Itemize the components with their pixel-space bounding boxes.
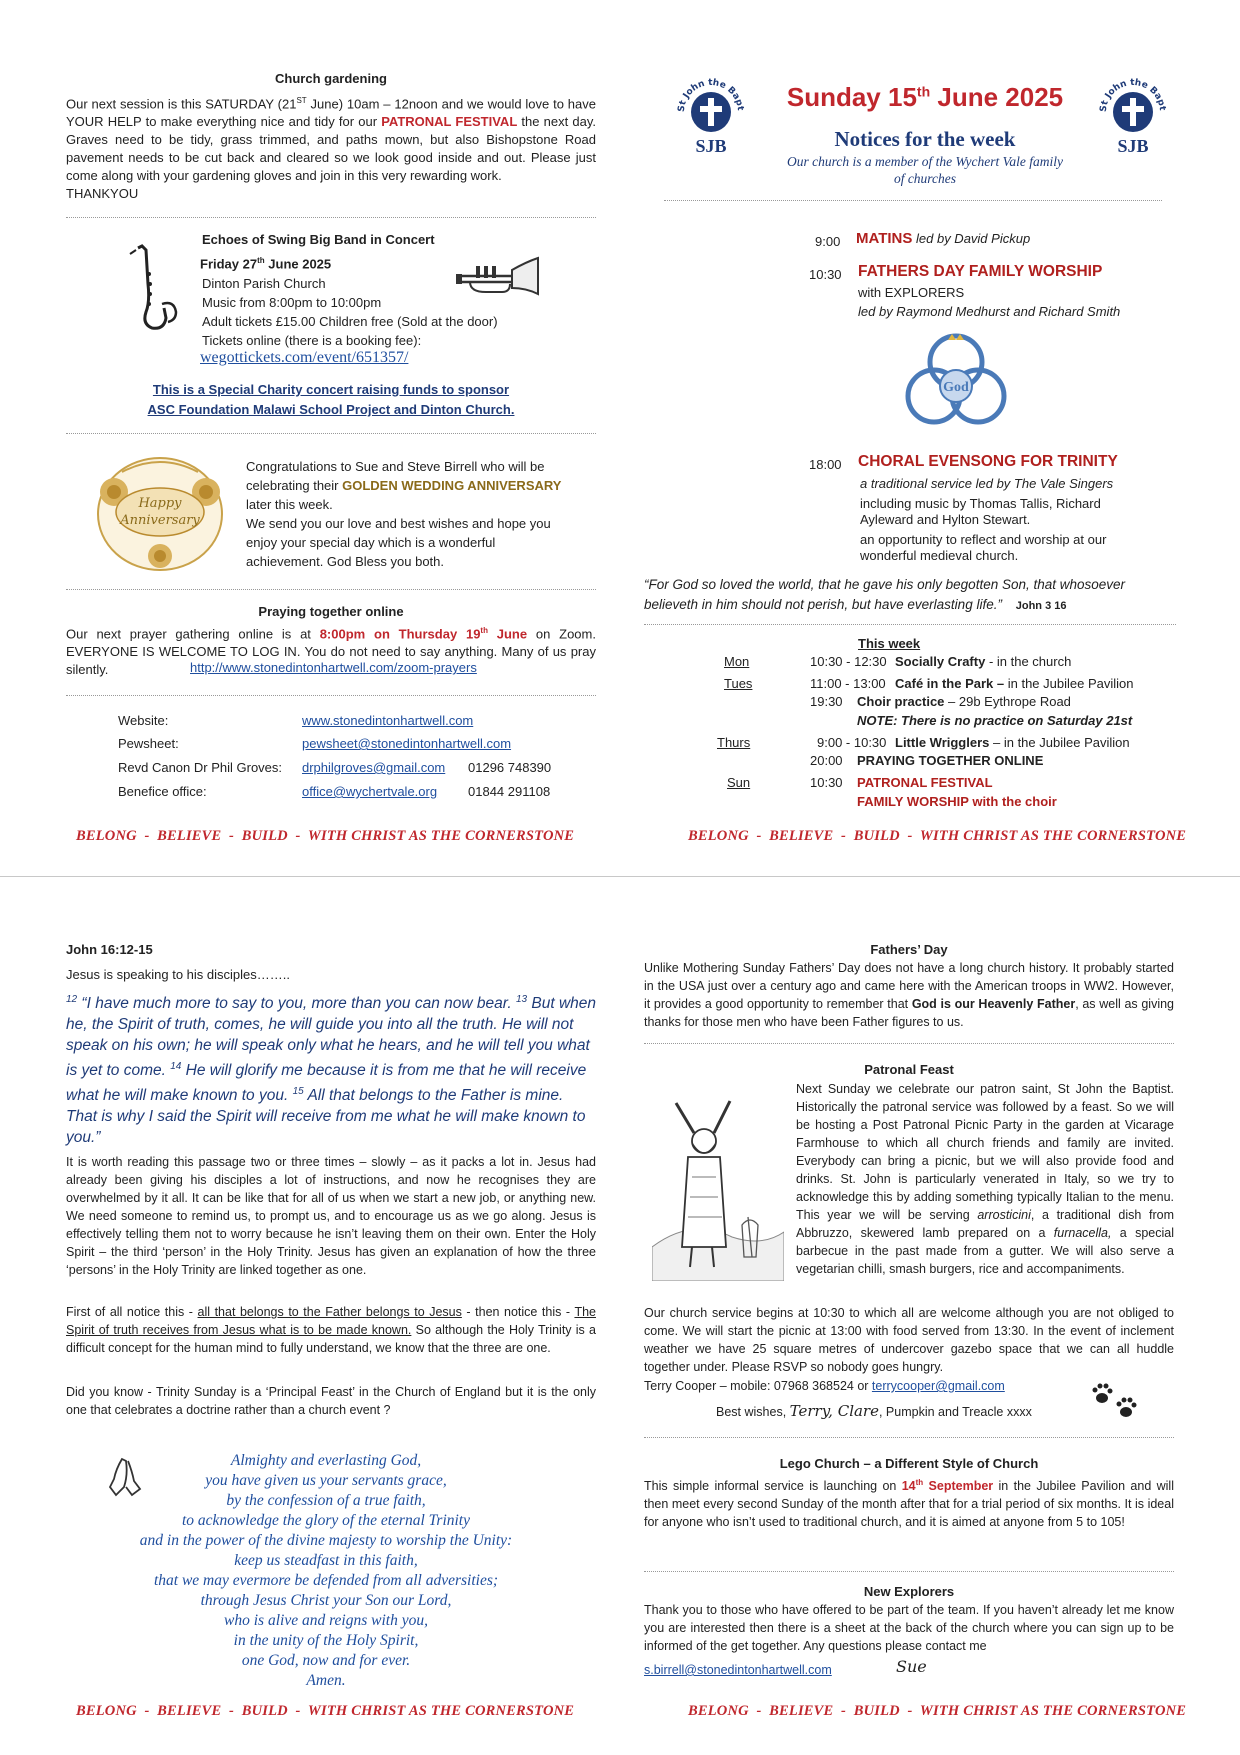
john-the-baptist-illustration	[652, 1097, 784, 1281]
page-subtitle: Notices for the week	[834, 127, 1016, 151]
concert-line: Dinton Parish Church	[202, 276, 326, 291]
concert-details	[202, 274, 498, 350]
zoom-prayers-link[interactable]: http://www.stonedintonhartwell.com/zoom-prayers	[190, 660, 477, 675]
patronal-service-text: Our church service begins at 10:30 to which all are welcome although you are not obliged to come. We will start the picnic at 13:00 with food served from 13:30. In the event of inclement weather we have 25 square metres of undercover gazebo space that we can all huddle together under. Please RSVP so nobody goes hungry.	[644, 1306, 1174, 1374]
evensong-desc: a traditional service led by The Vale Singers	[860, 476, 1114, 491]
page-title: Sunday 15th June 2025	[786, 82, 1064, 112]
schedule-note: NOTE: There is no practice on Saturday 21st	[857, 713, 1133, 728]
schedule-time: 11:00 - 13:00	[810, 676, 886, 691]
bible-verse: “For God so loved the world, that he gave his only begotten Son, that whosoever believeth in him should not perish, but have everlasting life.” John 3 16	[644, 577, 1126, 612]
trinity-god-label: God	[943, 380, 969, 395]
evensong-title: CHORAL EVENSONG FOR TRINITY	[858, 453, 1118, 470]
footer-motto: BELONG - BELIEVE - BUILD - WITH CHRIST AS THE CORNERSTONE	[688, 828, 1187, 844]
divider	[66, 695, 596, 696]
tagline: Our church is a member of the Wychert Vale family of churches	[786, 154, 1064, 186]
patronal-wishes: Best wishes, Terry, Clare, Pumpkin and Treacle xxxx	[716, 1402, 1032, 1420]
divider	[66, 433, 596, 434]
schedule-time: 10:30	[810, 775, 843, 790]
family-worship-time: 10:30	[809, 267, 842, 282]
praying-heading: Praying together online	[258, 604, 404, 619]
prayer-line: and in the power of the divine majesty to worship the Unity:	[139, 1532, 513, 1549]
family-worship-leaders: led by Raymond Medhurst and Richard Smith	[858, 304, 1121, 319]
paw-prints-icon	[1090, 1382, 1140, 1422]
logo-ring-text: St John the Bapt	[1098, 77, 1168, 113]
pewsheet-email-link[interactable]: pewsheet@stonedintonhartwell.com	[302, 736, 512, 751]
logo-ring-text: St John the Bapt	[676, 77, 746, 113]
gospel-intro: Jesus is speaking to his disciples……..	[66, 967, 290, 982]
schedule-time: 19:30	[810, 694, 843, 709]
concert-line: Adult tickets £15.00 Children free (Sold at the door)	[202, 314, 498, 329]
happy-anniversary-badge	[92, 452, 228, 574]
vicar-email-link[interactable]: drphilgroves@gmail.com	[302, 760, 446, 775]
divider	[644, 1437, 1174, 1438]
contact-phone: 01296 748390	[468, 760, 552, 775]
schedule-event: Choir practice – 29b Eythrope Road	[857, 694, 1071, 709]
prayer-line: by the confession of a true faith,	[226, 1492, 426, 1509]
schedule-event: Little Wrigglers – in the Jubilee Pavilion	[895, 735, 1130, 750]
schedule-event: FAMILY WORSHIP with the choir	[857, 794, 1057, 809]
concert-line: Music from 8:00pm to 10:00pm	[202, 295, 382, 310]
schedule-event: PATRONAL FESTIVAL	[857, 775, 993, 790]
praying-text: Our next prayer gathering online is at 8:00pm on Thursday 19th June on Zoom. EVERYONE IS WELCOME TO LOG IN. You do not need to say anything. Many of us pray silently.	[66, 626, 596, 678]
day-sunday: Sun	[727, 775, 751, 790]
gospel-passage: $^{12}$ “I have much more to say to you, more than you can now bear. $^{13}$ But when he, the Spirit of truth, comes, he will guide you into all the truth. He will not speak on his own; he will speak only what he hears, and he will tell you what is yet to come. $^{14}$ He will glorify me because it is from me that he will receive what he will make known to you. $^{15}$ All that belongs to the Father is mine. That is why I said the Spirit will receive from me what he will make known to you.”	[66, 994, 597, 1147]
prayer-line: Amen.	[306, 1672, 346, 1689]
gospel-reference: John 16:12-15	[66, 942, 153, 957]
patronal-feast-heading: Patronal Feast	[864, 1062, 954, 1077]
church-gardening-section	[66, 70, 596, 203]
evensong-time: 18:00	[809, 457, 842, 472]
page-one	[0, 0, 1240, 876]
sjb-logo-left	[676, 72, 746, 154]
prayer-line: to acknowledge the glory of the eternal Trinity	[182, 1512, 470, 1529]
new-explorers-heading: New Explorers	[863, 1584, 955, 1599]
schedule-event: Café in the Park – in the Jubilee Pavilion	[895, 676, 1134, 691]
footer-motto: BELONG - BELIEVE - BUILD - WITH CHRIST AS THE CORNERSTONE	[76, 828, 575, 844]
concert-tickets-link[interactable]: wegottickets.com/event/651357/	[200, 349, 409, 366]
sue-email-link[interactable]: s.birrell@stonedintonhartwell.com	[644, 1663, 832, 1677]
concert-heading: Echoes of Swing Big Band in Concert	[202, 232, 435, 247]
family-worship-title: FATHERS DAY FAMILY WORSHIP	[858, 263, 1103, 280]
sjb-logo-right	[1098, 72, 1168, 154]
new-explorers-text: Thank you to those who have offered to be part of the team. If you haven’t already let me know you are interested then there is a sheet at the back of the church where you can sign up to be informed of the get together. Any questions please contact me	[644, 1603, 1174, 1653]
anniversary-text: Congratulations to Sue and Steve Birrell who will be celebrating their GOLDEN WEDDING ANNIVERSARY later this week. We send you our love and best wishes and hope you enjoy your special day which is a wonderful achievement. God Bless you both.	[246, 459, 562, 569]
trinity-knot-icon	[898, 328, 1014, 428]
fathers-day-text: Unlike Mothering Sunday Fathers’ Day does not have a long church history. It probably started in the USA just over a century ago and came here with the American troops in WW2. However, it provides a good opportunity to remember that God is our Heavenly Father, as well as giving thanks for those men who have been Father figures to us.	[644, 961, 1175, 1029]
gardening-thanks: THANKYOU	[66, 186, 139, 202]
patronal-contact: Terry Cooper – mobile: 07968 368524 or terrycooper@gmail.com	[644, 1379, 1005, 1393]
matins-time: 9:00	[815, 234, 841, 249]
contact-label: Revd Canon Dr Phil Groves:	[118, 760, 283, 775]
prayer-line: that we may evermore be defended from all adversities;	[153, 1572, 499, 1589]
gardening-heading: Church gardening	[275, 71, 387, 86]
website-link[interactable]: www.stonedintonhartwell.com	[302, 713, 474, 728]
patronal-feast-text: Next Sunday we celebrate our patron saint, St John the Baptist. Historically the patronal service was followed by a feast. So we will be hosting a Post Patronal Picnic Party in the garden at Vicarage Farmhouse to which all church friends and family are invited. Everybody can bring a picnic, but we will also provide food and drinks. St. John is particularly venerated in Italy, so we try to acknowledge this by adding something typically Italian to the menu. This year we will be serving arrosticini, a traditional dish from Abbruzzo, skewered lamb prepared on a furnacella, a special barbecue in the past made from a gutter. We will also serve a vegetarian chilli, smash burgers, rice and accompaniments.	[796, 1082, 1174, 1276]
schedule-time: 10:30 - 12:30	[810, 654, 887, 669]
prayer-line: through Jesus Christ your Son our Lord,	[200, 1592, 452, 1609]
prayer-line: keep us steadfast in this faith,	[234, 1552, 418, 1569]
terry-email-link[interactable]: terrycooper@gmail.com	[871, 1379, 1005, 1393]
day-tuesday: Tues	[724, 676, 753, 691]
concert-line: Tickets online (there is a booking fee):	[202, 333, 422, 348]
this-week-heading: This week	[858, 636, 921, 651]
lego-church-text: This simple informal service is launching on 14th September in the Jubilee Pavilion and will then meet every second Sunday of the month after that for a trial period of six months. It is ideal for anyone who isn’t used to traditional church, and it is aimed at anyone from 5 to 105!	[644, 1478, 1174, 1530]
lego-church-heading: Lego Church – a Different Style of Church	[779, 1456, 1039, 1471]
divider	[66, 589, 596, 590]
prayer-line: you have given us your servants grace,	[205, 1472, 447, 1489]
schedule-event: PRAYING TOGETHER ONLINE	[857, 753, 1044, 768]
footer-motto: BELONG - BELIEVE - BUILD - WITH CHRIST AS THE CORNERSTONE	[76, 1703, 575, 1719]
evensong-music: including music by Thomas Tallis, Richard Ayleward and Hylton Stewart.	[860, 496, 1101, 527]
reflection-paragraph-1: It is worth reading this passage two or three times – slowly – as it packs a lot in. Jesus had already been giving his disciples a lot of instructions, and now he recognises they are overwhelmed by it all. It can be like that for all of us when we start a new job, or anything new. We need someone to remind us, to prompt us, and to encourage us as we go along. Jesus is effectively telling them not to worry because he isn’t leaving them on their own. Enter the Holy Spirit – the third ‘person’ in the Holy Trinity. Jesus has given an explanation of how the three ‘persons’ in the Holy Trinity are linked together as one.	[66, 1155, 596, 1277]
schedule-time: 20:00	[810, 753, 843, 768]
concert-date: Friday 27th June 2025	[200, 256, 332, 272]
divider	[66, 217, 596, 218]
divider	[644, 1571, 1174, 1572]
badge-text-happy: Happy	[138, 496, 182, 511]
prayer-line: Almighty and everlasting God,	[230, 1452, 422, 1469]
contact-label: Pewsheet:	[118, 736, 179, 751]
day-monday: Mon	[724, 654, 750, 669]
divider	[644, 624, 1176, 625]
logo-initials: SJB	[695, 136, 727, 154]
evensong-note: an opportunity to reflect and worship at our wonderful medieval church.	[860, 532, 1107, 563]
prayer-line: who is alive and reigns with you,	[224, 1612, 428, 1629]
reflection-paragraph-2: First of all notice this - all that belongs to the Father belongs to Jesus - then notice this - The Spirit of truth receives from Jesus what is to be made known. So although the Holy Trinity is a difficult concept for the human mind to fully understand, we know that the three are one.	[66, 1305, 596, 1355]
reflection-paragraph-3: Did you know - Trinity Sunday is a ‘Principal Feast’ in the Church of England but it is the only one that celebrates a doctrine rather than a church event ?	[66, 1385, 596, 1417]
day-thursday: Thurs	[717, 735, 751, 750]
contact-label: Benefice office:	[118, 784, 207, 799]
contact-label: Website:	[118, 713, 169, 728]
charity-note: This is a Special Charity concert raising funds to sponsor ASC Foundation Malawi School Project and Dinton Church.	[147, 382, 515, 417]
collect-prayer	[106, 1451, 546, 1691]
schedule-event: Socially Crafty - in the church	[895, 654, 1072, 669]
badge-text-anniversary: Anniversary	[120, 513, 200, 528]
logo-initials: SJB	[1117, 136, 1149, 154]
divider	[644, 1043, 1174, 1044]
sue-signature: Sue	[896, 1657, 927, 1676]
schedule-time: 9:00 - 10:30	[817, 735, 887, 750]
page-two	[0, 876, 1240, 1755]
gardening-text: Our next session is this SATURDAY (21ST June) 10am – 12noon and we would love to have YOUR HELP to make everything nice and tidy for our PATRONAL FESTIVAL the next day. Graves need to be tidy, grass trimmed, and paths mown, but also Bishopstone Road pavement needs to be cut back and cleared so we look good inside and out. Please just come along with your gardening gloves and join in this very rewarding work.	[66, 96, 596, 184]
benefice-email-link[interactable]: office@wychertvale.org	[302, 784, 438, 799]
divider	[664, 200, 1162, 201]
fathers-day-heading: Fathers’ Day	[870, 942, 948, 957]
matins-service: MATINS led by David Pickup	[856, 230, 1031, 247]
saxophone-icon	[116, 244, 188, 336]
prayer-line: one God, now and for ever.	[241, 1652, 411, 1669]
contact-phone: 01844 291108	[468, 784, 551, 799]
family-worship-with: with EXPLORERS	[858, 285, 965, 300]
footer-motto: BELONG - BELIEVE - BUILD - WITH CHRIST AS THE CORNERSTONE	[688, 1703, 1187, 1719]
prayer-line: in the unity of the Holy Spirit,	[233, 1632, 419, 1649]
